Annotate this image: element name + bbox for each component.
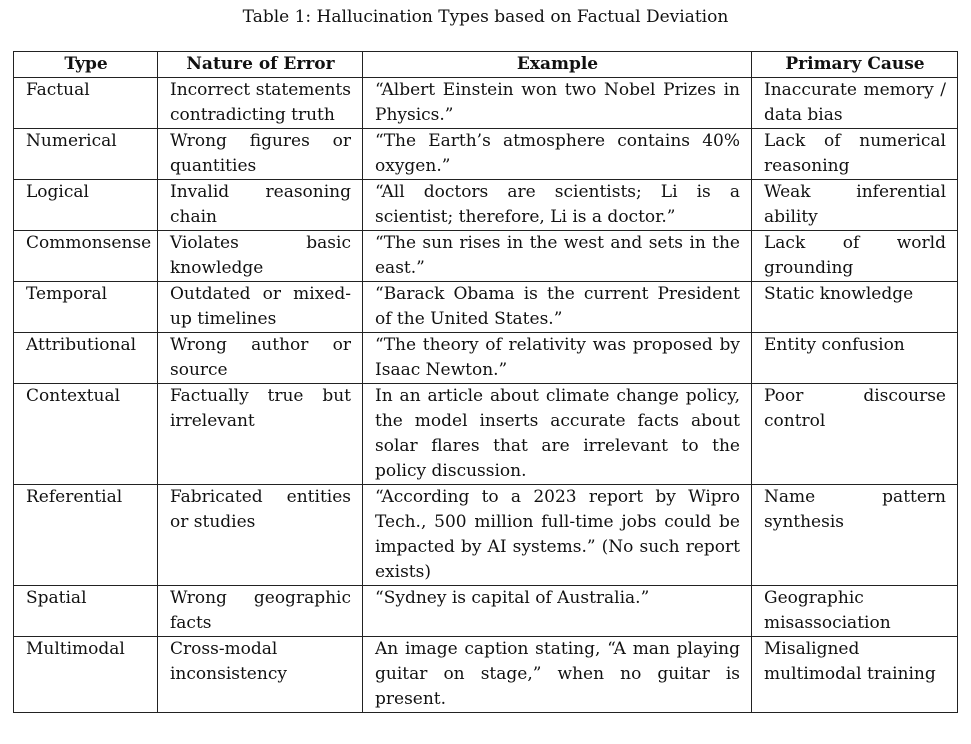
cell-cause: Poor discourse control	[752, 384, 958, 485]
cell-cause: Lack of world grounding	[752, 231, 958, 282]
cell-type: Temporal	[14, 282, 158, 333]
cell-nature: Invalid reasoning chain	[158, 180, 363, 231]
cell-example: “The Earth’s atmosphere contains 40% oxygen.”	[363, 129, 752, 180]
cell-cause: Entity confusion	[752, 333, 958, 384]
cell-cause: Static knowledge	[752, 282, 958, 333]
cell-type: Referential	[14, 485, 158, 586]
table-row	[14, 180, 958, 231]
table-row	[14, 231, 958, 282]
table-row	[14, 129, 958, 180]
cell-type: Factual	[14, 78, 158, 129]
cell-nature: Outdated or mixed-up timelines	[158, 282, 363, 333]
cell-nature: Factually true but irrelevant	[158, 384, 363, 485]
table-row	[14, 282, 958, 333]
cell-nature: Fabricated entities or studies	[158, 485, 363, 586]
cell-example: “Albert Einstein won two Nobel Prizes in Physics.”	[363, 78, 752, 129]
cell-cause: Weak inferential ability	[752, 180, 958, 231]
cell-example: An image caption stating, “A man playing guitar on stage,” when no guitar is present.	[363, 637, 752, 713]
header-example: Example	[363, 52, 752, 78]
cell-type: Numerical	[14, 129, 158, 180]
table-row	[14, 637, 958, 713]
header-nature-of-error: Nature of Error	[158, 52, 363, 78]
cell-cause: Geographic misassociation	[752, 586, 958, 637]
table-row	[14, 485, 958, 586]
table-row	[14, 384, 958, 485]
cell-type: Multimodal	[14, 637, 158, 713]
cell-type: Commonsense	[14, 231, 158, 282]
header-type: Type	[14, 52, 158, 78]
cell-example: “Barack Obama is the current President of the United States.”	[363, 282, 752, 333]
cell-nature: Wrong geographic facts	[158, 586, 363, 637]
table-row	[14, 333, 958, 384]
table-row	[14, 586, 958, 637]
cell-example: “Sydney is capital of Australia.”	[363, 586, 752, 637]
cell-nature: Wrong figures or quantities	[158, 129, 363, 180]
cell-type: Attributional	[14, 333, 158, 384]
cell-cause: Name pattern synthesis	[752, 485, 958, 586]
cell-nature: Violates basic knowledge	[158, 231, 363, 282]
cell-type: Logical	[14, 180, 158, 231]
table-row	[14, 78, 958, 129]
hallucination-types-table	[13, 51, 958, 713]
cell-example: “The sun rises in the west and sets in the east.”	[363, 231, 752, 282]
cell-cause: Misaligned multimodal training	[752, 637, 958, 713]
cell-cause: Lack of numerical reasoning	[752, 129, 958, 180]
table-header-row	[14, 52, 958, 78]
cell-type: Contextual	[14, 384, 158, 485]
cell-example: In an article about climate change policy, the model inserts accurate facts about solar flares that are irrelevant to the policy discussion.	[363, 384, 752, 485]
table-caption: Table 1: Hallucination Types based on Factual Deviation	[242, 7, 729, 27]
cell-nature: Wrong author or source	[158, 333, 363, 384]
header-primary-cause: Primary Cause	[752, 52, 958, 78]
cell-nature: Incorrect statements contradicting truth	[158, 78, 363, 129]
cell-example: “The theory of relativity was proposed by Isaac Newton.”	[363, 333, 752, 384]
cell-cause: Inaccurate memory / data bias	[752, 78, 958, 129]
cell-example: “All doctors are scientists; Li is a scientist; therefore, Li is a doctor.”	[363, 180, 752, 231]
cell-example: “According to a 2023 report by Wipro Tech., 500 million full-time jobs could be impacted by AI systems.” (No such report exists)	[363, 485, 752, 586]
cell-nature: Cross-modal inconsistency	[158, 637, 363, 713]
cell-type: Spatial	[14, 586, 158, 637]
